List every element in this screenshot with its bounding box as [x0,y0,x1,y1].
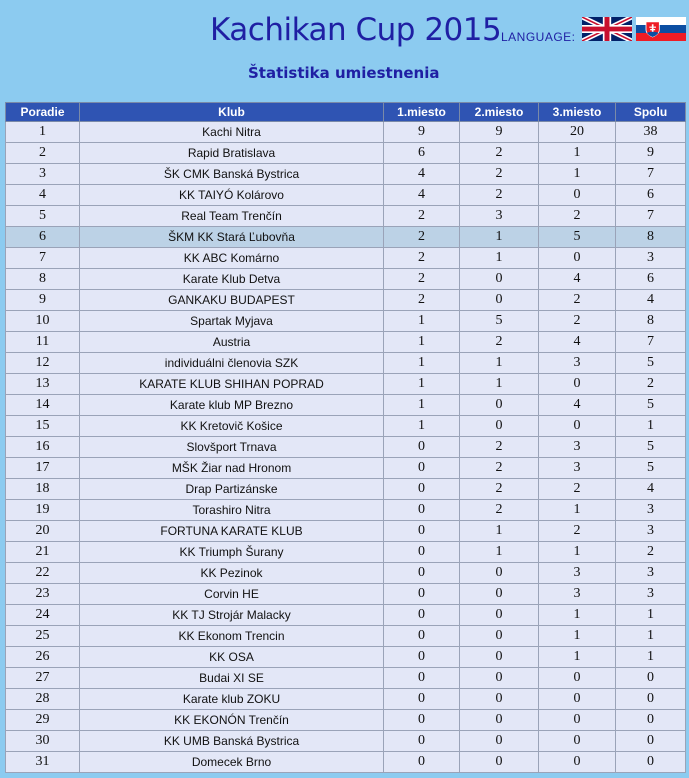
cell-first: 1 [384,353,460,374]
cell-second: 0 [460,416,539,437]
cell-total: 0 [616,752,686,773]
table-row [6,689,686,710]
cell-club: KK Kretovič Košice [80,416,384,437]
cell-rank: 18 [6,479,80,500]
table-row [6,311,686,332]
cell-third: 2 [539,290,616,311]
cell-club: KK Pezinok [80,563,384,584]
cell-second: 0 [460,668,539,689]
cell-rank: 31 [6,752,80,773]
cell-total: 7 [616,332,686,353]
cell-second: 0 [460,605,539,626]
cell-third: 1 [539,647,616,668]
cell-rank: 15 [6,416,80,437]
cell-third: 1 [539,164,616,185]
cell-third: 2 [539,521,616,542]
cell-club: KK OSA [80,647,384,668]
table-row [6,143,686,164]
cell-second: 2 [460,185,539,206]
cell-club: KK EKONÓN Trenčín [80,710,384,731]
cell-first: 0 [384,563,460,584]
table-row [6,563,686,584]
cell-rank: 26 [6,647,80,668]
table-row [6,710,686,731]
cell-first: 4 [384,185,460,206]
cell-second: 2 [460,458,539,479]
cell-total: 2 [616,374,686,395]
cell-second: 0 [460,647,539,668]
cell-rank: 16 [6,437,80,458]
cell-first: 0 [384,479,460,500]
cell-third: 1 [539,542,616,563]
table-row [6,122,686,143]
cell-third: 0 [539,689,616,710]
cell-club: Kachi Nitra [80,122,384,143]
cell-total: 8 [616,311,686,332]
table-row [6,416,686,437]
cell-club: Karate klub ZOKU [80,689,384,710]
cell-club: KK ABC Komárno [80,248,384,269]
cell-second: 5 [460,311,539,332]
cell-first: 1 [384,332,460,353]
cell-rank: 6 [6,227,80,248]
table-row [6,395,686,416]
standings-table [5,102,686,773]
cell-total: 5 [616,353,686,374]
cell-club: Slovšport Trnava [80,437,384,458]
cell-club: Drap Partizánske [80,479,384,500]
cell-third: 0 [539,731,616,752]
cell-rank: 17 [6,458,80,479]
cell-second: 0 [460,584,539,605]
table-body [6,122,686,773]
table-row [6,458,686,479]
cell-rank: 21 [6,542,80,563]
cell-third: 0 [539,668,616,689]
table-row [6,752,686,773]
cell-club: ŠKM KK Stará Ľubovňa [80,227,384,248]
cell-total: 3 [616,584,686,605]
cell-third: 3 [539,563,616,584]
cell-total: 4 [616,479,686,500]
table-row [6,269,686,290]
cell-rank: 14 [6,395,80,416]
cell-club: GANKAKU BUDAPEST [80,290,384,311]
cell-club: Karate klub MP Brezno [80,395,384,416]
cell-first: 2 [384,206,460,227]
cell-first: 4 [384,164,460,185]
cell-second: 9 [460,122,539,143]
column-header-second: 2.miesto [460,103,539,122]
page-subtitle: Štatistika umiestnenia [248,64,440,82]
table-row [6,437,686,458]
cell-club: KARATE KLUB SHIHAN POPRAD [80,374,384,395]
cell-rank: 10 [6,311,80,332]
cell-first: 1 [384,311,460,332]
cell-first: 0 [384,605,460,626]
cell-rank: 1 [6,122,80,143]
cell-first: 1 [384,416,460,437]
cell-second: 2 [460,164,539,185]
cell-club: Karate Klub Detva [80,269,384,290]
cell-total: 5 [616,437,686,458]
cell-club: Real Team Trenčín [80,206,384,227]
table-header-row [6,103,686,122]
cell-total: 0 [616,710,686,731]
cell-total: 1 [616,647,686,668]
cell-total: 6 [616,269,686,290]
table-row [6,542,686,563]
cell-club: FORTUNA KARATE KLUB [80,521,384,542]
cell-third: 3 [539,584,616,605]
cell-third: 20 [539,122,616,143]
cell-third: 0 [539,374,616,395]
cell-second: 0 [460,752,539,773]
cell-club: Rapid Bratislava [80,143,384,164]
cell-total: 3 [616,248,686,269]
cell-club: Austria [80,332,384,353]
cell-rank: 7 [6,248,80,269]
cell-rank: 12 [6,353,80,374]
cell-club: Domecek Brno [80,752,384,773]
cell-second: 2 [460,479,539,500]
cell-third: 4 [539,395,616,416]
cell-total: 5 [616,458,686,479]
cell-total: 38 [616,122,686,143]
table-row [6,479,686,500]
cell-second: 1 [460,248,539,269]
cell-third: 2 [539,311,616,332]
cell-third: 2 [539,479,616,500]
cell-total: 4 [616,290,686,311]
cell-rank: 28 [6,689,80,710]
uk-flag-icon[interactable] [582,17,632,41]
cell-total: 3 [616,500,686,521]
cell-first: 0 [384,668,460,689]
cell-rank: 5 [6,206,80,227]
cell-club: Torashiro Nitra [80,500,384,521]
cell-second: 0 [460,395,539,416]
cell-third: 1 [539,605,616,626]
cell-first: 0 [384,542,460,563]
cell-total: 8 [616,227,686,248]
cell-second: 2 [460,500,539,521]
cell-total: 1 [616,626,686,647]
cell-club: individuálni členovia SZK [80,353,384,374]
cell-third: 0 [539,752,616,773]
table-row [6,206,686,227]
table-row [6,353,686,374]
cell-club: KK UMB Banská Bystrica [80,731,384,752]
cell-rank: 24 [6,605,80,626]
cell-first: 9 [384,122,460,143]
cell-second: 0 [460,731,539,752]
cell-first: 2 [384,269,460,290]
cell-second: 1 [460,542,539,563]
table-row [6,731,686,752]
cell-total: 1 [616,605,686,626]
cell-third: 2 [539,206,616,227]
cell-first: 6 [384,143,460,164]
cell-third: 4 [539,332,616,353]
cell-first: 2 [384,227,460,248]
table-row [6,605,686,626]
cell-total: 2 [616,542,686,563]
cell-second: 0 [460,290,539,311]
cell-second: 0 [460,269,539,290]
cell-second: 3 [460,206,539,227]
cell-first: 0 [384,647,460,668]
table-row [6,584,686,605]
cell-first: 0 [384,584,460,605]
cell-total: 5 [616,395,686,416]
table-row [6,668,686,689]
cell-second: 2 [460,437,539,458]
cell-second: 1 [460,521,539,542]
page-title: Kachikan Cup 2015 [210,12,502,48]
cell-second: 2 [460,143,539,164]
table-row [6,227,686,248]
cell-rank: 25 [6,626,80,647]
cell-rank: 3 [6,164,80,185]
cell-rank: 8 [6,269,80,290]
cell-second: 0 [460,626,539,647]
cell-total: 0 [616,668,686,689]
column-header-club: Klub [80,103,384,122]
sk-flag-icon[interactable] [636,17,686,41]
table-row [6,521,686,542]
cell-first: 0 [384,689,460,710]
cell-club: KK TAIYÓ Kolárovo [80,185,384,206]
table-row [6,290,686,311]
cell-total: 7 [616,164,686,185]
cell-rank: 30 [6,731,80,752]
cell-rank: 19 [6,500,80,521]
cell-third: 1 [539,143,616,164]
cell-total: 3 [616,563,686,584]
table-row [6,626,686,647]
cell-second: 0 [460,689,539,710]
cell-second: 0 [460,710,539,731]
cell-rank: 27 [6,668,80,689]
cell-second: 0 [460,563,539,584]
cell-rank: 29 [6,710,80,731]
cell-first: 2 [384,248,460,269]
cell-club: Budai XI SE [80,668,384,689]
cell-first: 1 [384,395,460,416]
cell-first: 1 [384,374,460,395]
table-row [6,500,686,521]
column-header-rank: Poradie [6,103,80,122]
cell-club: MŠK Žiar nad Hronom [80,458,384,479]
cell-rank: 4 [6,185,80,206]
cell-rank: 2 [6,143,80,164]
table-row [6,374,686,395]
table-row [6,332,686,353]
cell-total: 0 [616,731,686,752]
cell-club: ŠK CMK Banská Bystrica [80,164,384,185]
cell-first: 0 [384,437,460,458]
cell-third: 0 [539,185,616,206]
cell-first: 0 [384,752,460,773]
cell-club: KK Triumph Šurany [80,542,384,563]
cell-total: 1 [616,416,686,437]
table-row [6,248,686,269]
cell-second: 1 [460,353,539,374]
cell-total: 0 [616,689,686,710]
column-header-total: Spolu [616,103,686,122]
cell-rank: 11 [6,332,80,353]
cell-rank: 22 [6,563,80,584]
cell-rank: 20 [6,521,80,542]
cell-third: 4 [539,269,616,290]
cell-first: 0 [384,500,460,521]
cell-first: 0 [384,626,460,647]
cell-third: 5 [539,227,616,248]
cell-third: 0 [539,248,616,269]
cell-club: KK TJ Strojár Malacky [80,605,384,626]
language-label: LANGUAGE: [501,30,576,44]
cell-first: 0 [384,458,460,479]
cell-club: KK Ekonom Trencin [80,626,384,647]
column-header-third: 3.miesto [539,103,616,122]
cell-first: 0 [384,710,460,731]
column-header-first: 1.miesto [384,103,460,122]
cell-club: Spartak Myjava [80,311,384,332]
table-row [6,164,686,185]
cell-total: 6 [616,185,686,206]
cell-third: 0 [539,416,616,437]
cell-club: Corvin HE [80,584,384,605]
table-row [6,185,686,206]
cell-rank: 9 [6,290,80,311]
cell-second: 1 [460,374,539,395]
cell-total: 9 [616,143,686,164]
cell-first: 0 [384,521,460,542]
cell-second: 1 [460,227,539,248]
cell-third: 0 [539,710,616,731]
table-row [6,647,686,668]
cell-rank: 13 [6,374,80,395]
cell-rank: 23 [6,584,80,605]
cell-first: 0 [384,731,460,752]
cell-third: 3 [539,437,616,458]
cell-first: 2 [384,290,460,311]
cell-second: 2 [460,332,539,353]
cell-third: 1 [539,626,616,647]
cell-total: 7 [616,206,686,227]
cell-third: 3 [539,353,616,374]
cell-third: 1 [539,500,616,521]
cell-third: 3 [539,458,616,479]
cell-total: 3 [616,521,686,542]
